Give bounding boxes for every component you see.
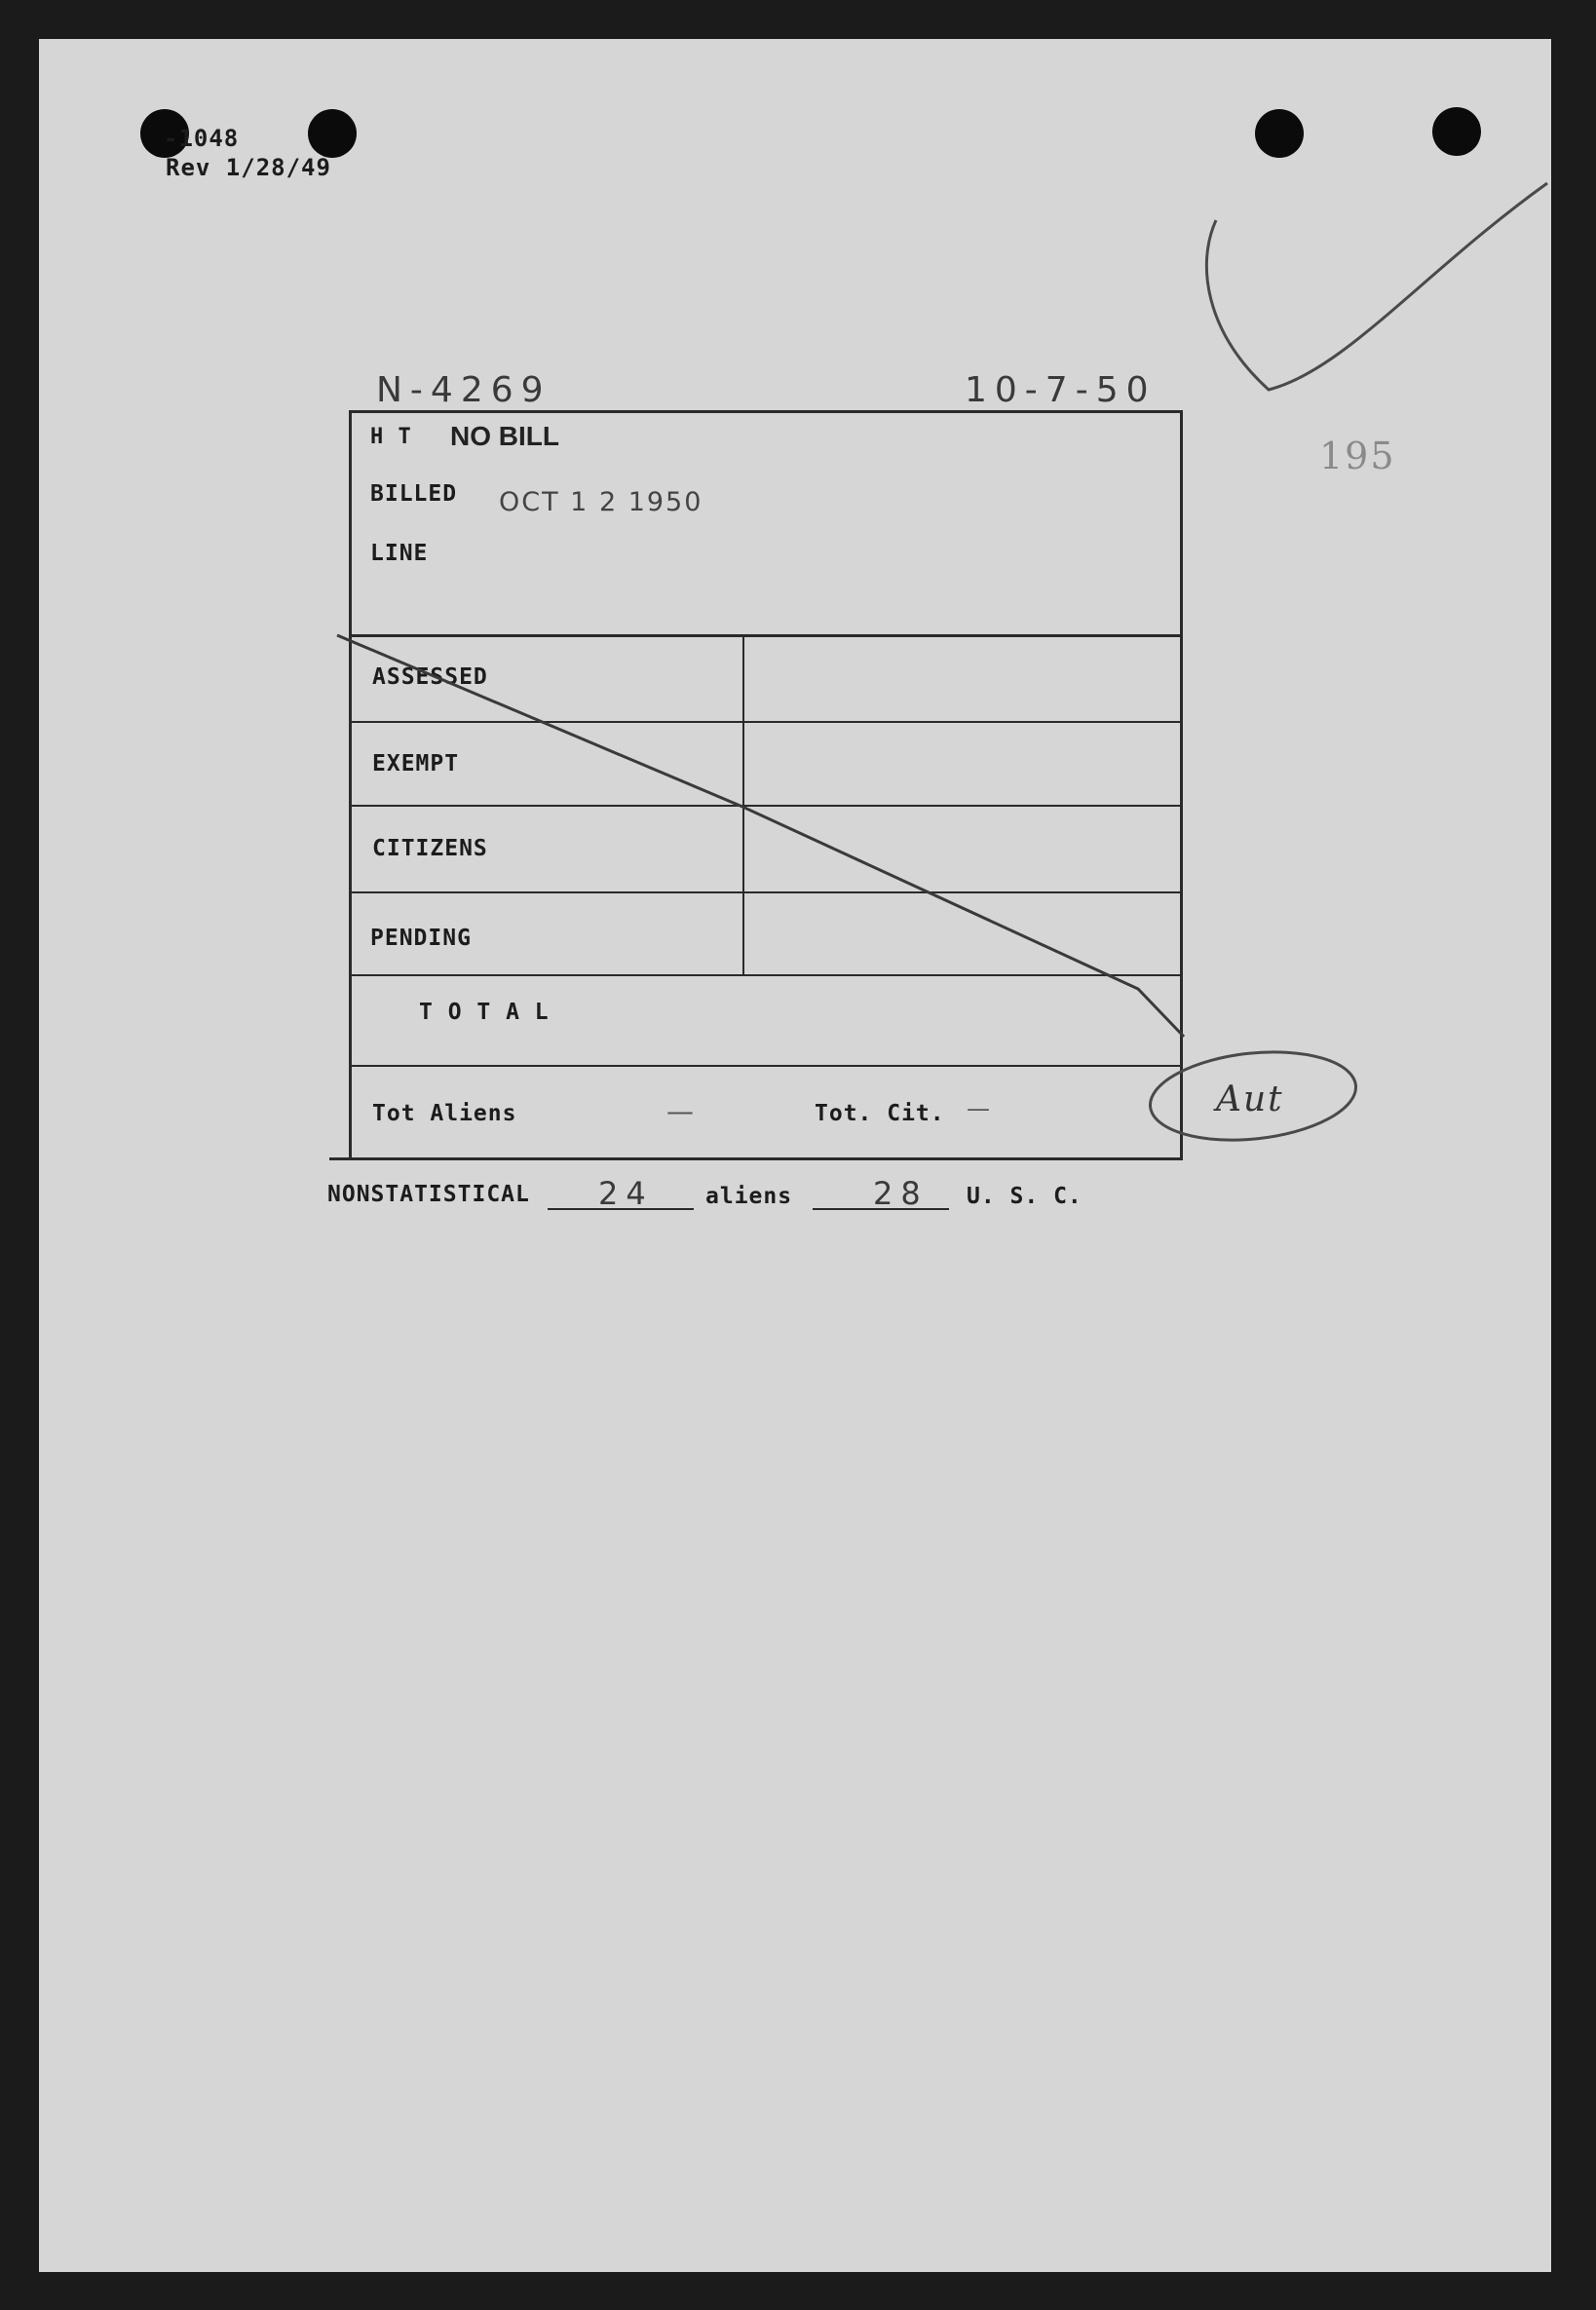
tot-aliens-label: Tot Aliens [372, 1101, 517, 1126]
cross-out-line [337, 635, 1184, 1037]
aliens-label: aliens [705, 1184, 793, 1209]
pending-label: PENDING [370, 926, 472, 951]
form-revision: Rev 1/28/49 [166, 154, 331, 181]
pencil-marks [39, 39, 1551, 2272]
nonstat-usc-value: 28 [873, 1175, 929, 1212]
handwritten-date: 10-7-50 [965, 370, 1157, 410]
billed-date-stamp: OCT 1 2 1950 [499, 487, 703, 517]
reviewer-initials: Aut [1216, 1079, 1284, 1119]
file-number: N-4269 [376, 370, 551, 410]
total-label: T O T A L [419, 1000, 550, 1025]
page-number: 195 [1319, 435, 1396, 477]
assessed-label: ASSESSED [372, 664, 488, 690]
initials-circle [1146, 1042, 1360, 1150]
tot-aliens-value: — [666, 1095, 694, 1127]
usc-label: U. S. C. [967, 1184, 1083, 1209]
nonstat-aliens-value: 24 [598, 1175, 654, 1212]
document-page [39, 39, 1551, 2272]
citizens-label: CITIZENS [372, 836, 488, 861]
tot-cit-value: — [967, 1095, 990, 1122]
form-number: -1048 [164, 125, 240, 152]
line-label: LINE [370, 541, 429, 566]
nonstatistical-label: NONSTATISTICAL [327, 1182, 530, 1207]
check-mark [1206, 183, 1547, 390]
billed-label: BILLED [370, 481, 458, 507]
ht-label: H T [370, 425, 412, 449]
exempt-label: EXEMPT [372, 751, 460, 776]
tot-cit-label: Tot. Cit. [815, 1101, 945, 1126]
bill-type-stamp: NO BILL [450, 421, 559, 451]
